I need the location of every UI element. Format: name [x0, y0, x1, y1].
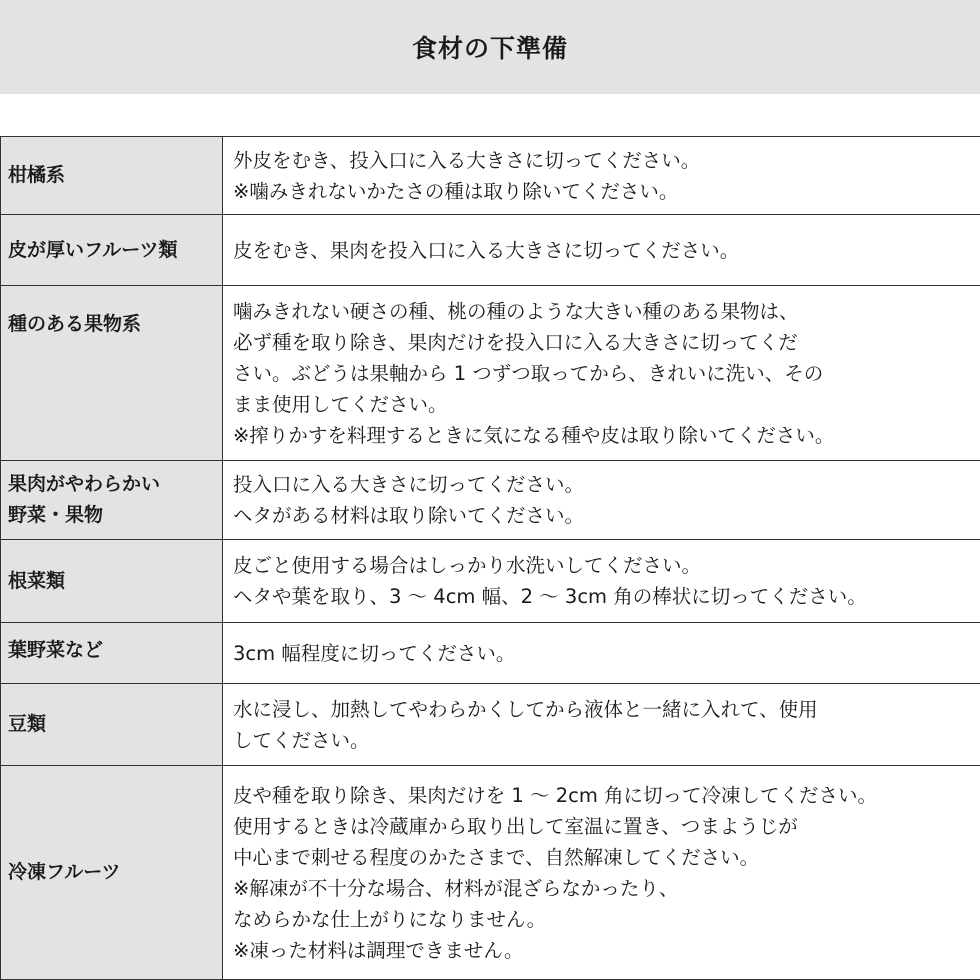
description-line: ヘタや葉を取り、3 ～ 4cm 幅、2 ～ 3cm 角の棒状に切ってください。: [233, 585, 867, 608]
table-row: [1, 623, 980, 684]
description-line: 使用するときは冷蔵庫から取り出して室温に置き、つまようじが: [233, 814, 798, 838]
description-line: 皮をむき、果肉を投入口に入る大きさに切ってください。: [233, 238, 740, 262]
category-label: 果肉がやわらかい: [8, 473, 161, 495]
description-cell: [223, 623, 980, 684]
description-cell: [223, 286, 980, 461]
category-cell: [1, 623, 223, 684]
category-cell: [1, 286, 223, 461]
description-cell: [223, 215, 980, 286]
category-cell: [1, 540, 223, 623]
description-line: まま使用してください。: [233, 392, 448, 416]
table-row: [1, 137, 980, 215]
description-line: ヘタがある材料は取り除いてください。: [233, 504, 585, 527]
table-row: [1, 540, 980, 623]
description-line: ※噛みきれないかたさの種は取り除いてください。: [233, 179, 679, 203]
description-line: 中心まで刺せる程度のかたさまで、自然解凍してください。: [233, 845, 760, 869]
description-cell: [223, 137, 980, 215]
table-row: [1, 766, 980, 980]
category-label: 野菜・果物: [8, 504, 104, 526]
table-row: [1, 286, 980, 461]
description-line: ※搾りかすを料理するときに気になる種や皮は取り除いてください。: [233, 423, 835, 447]
category-label: 柑橘系: [8, 164, 66, 186]
description-line: 皮ごと使用する場合はしっかり水洗いしてください。: [233, 554, 702, 577]
description-line: なめらかな仕上がりになりません。: [233, 907, 547, 931]
category-label: 葉野菜など: [8, 639, 104, 661]
description-line: 皮や種を取り除き、果肉だけを 1 ～ 2cm 角に切って冷凍してください。: [233, 783, 878, 807]
page-title: 食材の下準備: [411, 34, 568, 63]
description-line: 水に浸し、加熱してやわらかくしてから液体と一緒に入れて、使用: [233, 697, 818, 721]
category-label: 種のある果物系: [8, 313, 142, 335]
category-cell: [1, 215, 223, 286]
table-row: [1, 215, 980, 286]
description-cell: [223, 461, 980, 540]
description-line: 3cm 幅程度に切ってください。: [233, 641, 516, 665]
category-label: 豆類: [8, 713, 47, 735]
category-cell: [1, 137, 223, 215]
description-cell: [223, 540, 980, 623]
description-line: してください。: [233, 728, 370, 752]
description-line: 外皮をむき、投入口に入る大きさに切ってください。: [233, 148, 701, 172]
description-cell: [223, 684, 980, 766]
category-cell: [1, 766, 223, 980]
category-cell: [1, 461, 223, 540]
category-label: 皮が厚いフルーツ類: [8, 238, 178, 261]
description-line: さい。ぶどうは果軸から 1 つずつ取ってから、きれいに洗い、その: [233, 361, 824, 385]
table-row: [1, 684, 980, 766]
category-label: 冷凍フルーツ: [8, 861, 121, 883]
description-line: 噛みきれない硬さの種、桃の種のような大きい種のある果物は、: [233, 299, 799, 323]
table-row: [1, 461, 980, 540]
description-cell: [223, 766, 980, 980]
prep-table: [0, 136, 980, 980]
description-line: ※凍った材料は調理できません。: [233, 938, 524, 962]
header-bar: [0, 0, 980, 94]
description-line: 必ず種を取り除き、果肉だけを投入口に入る大きさに切ってくだ: [233, 330, 798, 354]
description-line: 投入口に入る大きさに切ってください。: [233, 473, 585, 496]
category-cell: [1, 684, 223, 766]
description-line: ※解凍が不十分な場合、材料が混ざらなかったり、: [233, 876, 679, 900]
category-label: 根菜類: [8, 569, 66, 592]
